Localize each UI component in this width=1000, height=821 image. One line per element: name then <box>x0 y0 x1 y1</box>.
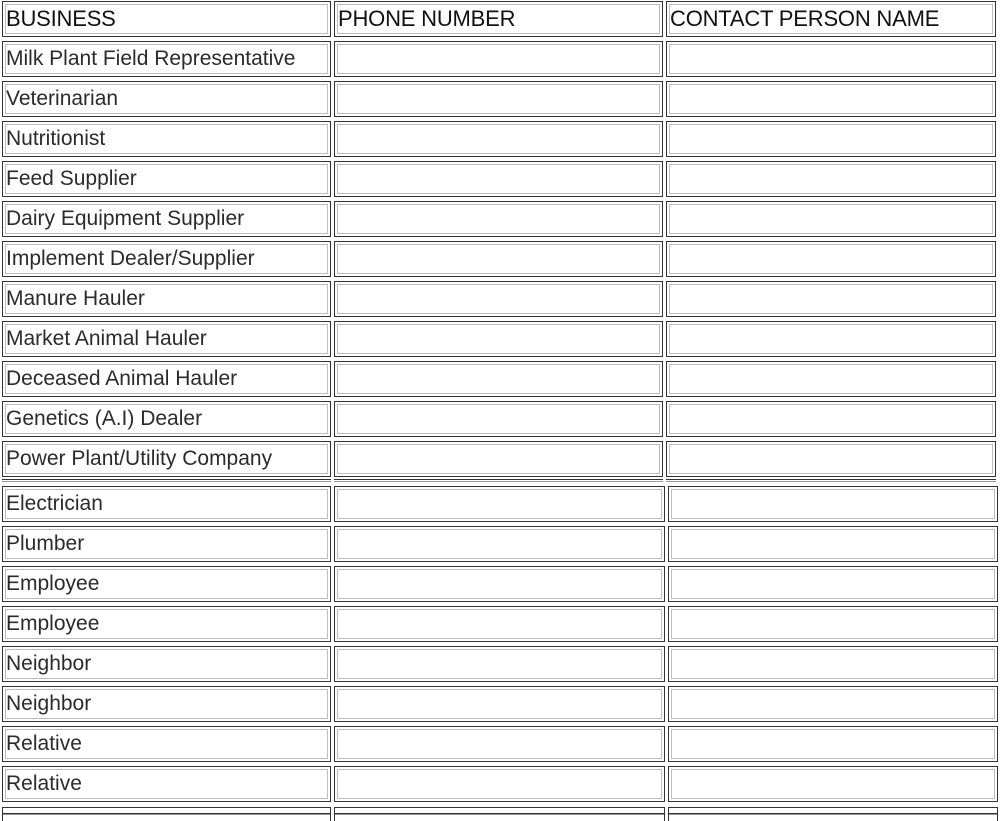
table-row <box>0 566 1000 602</box>
phone-number-field[interactable] <box>334 41 663 77</box>
table-row <box>0 606 1000 642</box>
table-row <box>0 401 1000 437</box>
phone-number-field[interactable] <box>334 646 665 682</box>
phone-number-field[interactable] <box>334 361 663 397</box>
contact-name-field[interactable] <box>668 686 998 722</box>
table-row <box>0 241 1000 277</box>
phone-number-field[interactable] <box>334 161 663 197</box>
business-cell: Neighbor <box>2 646 331 682</box>
contact-name-field[interactable] <box>666 41 996 77</box>
business-cell: Relative <box>2 766 331 802</box>
table-row <box>0 201 1000 237</box>
contact-name-field[interactable] <box>666 121 996 157</box>
phone-number-field[interactable] <box>334 686 665 722</box>
table-row <box>0 441 1000 477</box>
business-cell: Nutritionist <box>2 121 331 157</box>
phone-number-field[interactable] <box>334 606 665 642</box>
business-cell: Market Animal Hauler <box>2 321 331 357</box>
contact-name-field[interactable] <box>666 321 996 357</box>
phone-number-field[interactable] <box>334 441 663 477</box>
section-divider <box>0 479 1000 482</box>
table-row <box>0 726 1000 762</box>
business-cell: Neighbor <box>2 686 331 722</box>
phone-number-field[interactable] <box>334 201 663 237</box>
business-cell: Employee <box>2 566 331 602</box>
table-row <box>0 361 1000 397</box>
phone-number-field[interactable] <box>334 241 663 277</box>
header-phone-number: PHONE NUMBER <box>334 1 663 37</box>
phone-number-field[interactable] <box>334 281 663 317</box>
contact-name-field[interactable] <box>666 201 996 237</box>
header-contact-person-name: CONTACT PERSON NAME <box>666 1 996 37</box>
phone-number-field[interactable] <box>334 401 663 437</box>
phone-number-field[interactable] <box>334 321 663 357</box>
contact-name-field[interactable] <box>666 441 996 477</box>
header-business: BUSINESS <box>2 1 331 37</box>
contact-name-field[interactable] <box>668 526 998 562</box>
contact-name-field[interactable] <box>668 646 998 682</box>
business-cell: Feed Supplier <box>2 161 331 197</box>
phone-number-field[interactable] <box>334 726 665 762</box>
business-cell: Implement Dealer/Supplier <box>2 241 331 277</box>
table-row <box>0 121 1000 157</box>
table-row <box>0 41 1000 77</box>
business-cell: Manure Hauler <box>2 281 331 317</box>
business-cell: Relative <box>2 726 331 762</box>
table-row <box>0 526 1000 562</box>
business-cell: Genetics (A.I) Dealer <box>2 401 331 437</box>
business-cell: Employee <box>2 606 331 642</box>
phone-number-field[interactable] <box>334 81 663 117</box>
table-row <box>0 686 1000 722</box>
table-row <box>0 281 1000 317</box>
table-row <box>0 321 1000 357</box>
business-cell: Dairy Equipment Supplier <box>2 201 331 237</box>
business-cell: Deceased Animal Hauler <box>2 361 331 397</box>
contact-name-field[interactable] <box>666 81 996 117</box>
table-row <box>0 766 1000 802</box>
table-row <box>0 646 1000 682</box>
contact-name-field[interactable] <box>666 241 996 277</box>
business-cell: Power Plant/Utility Company <box>2 441 331 477</box>
contact-name-field[interactable] <box>666 361 996 397</box>
table-row <box>0 81 1000 117</box>
phone-number-field[interactable] <box>334 566 665 602</box>
contact-name-field[interactable] <box>666 281 996 317</box>
contact-name-field[interactable] <box>668 566 998 602</box>
contact-name-field[interactable] <box>666 161 996 197</box>
business-cell: Veterinarian <box>2 81 331 117</box>
phone-number-field[interactable] <box>334 766 665 802</box>
business-cell: Electrician <box>2 486 331 522</box>
phone-number-field[interactable] <box>334 526 665 562</box>
table-header-row <box>0 1 1000 37</box>
contact-name-field[interactable] <box>668 486 998 522</box>
table-row <box>0 161 1000 197</box>
business-cell: Plumber <box>2 526 331 562</box>
phone-number-field[interactable] <box>334 121 663 157</box>
table-row <box>0 486 1000 522</box>
business-cell: Milk Plant Field Representative <box>2 41 331 77</box>
contact-name-field[interactable] <box>668 726 998 762</box>
contact-name-field[interactable] <box>668 606 998 642</box>
contact-name-field[interactable] <box>666 401 996 437</box>
phone-number-field[interactable] <box>334 486 665 522</box>
contact-name-field[interactable] <box>668 766 998 802</box>
table-bottom-edge <box>0 807 1000 821</box>
